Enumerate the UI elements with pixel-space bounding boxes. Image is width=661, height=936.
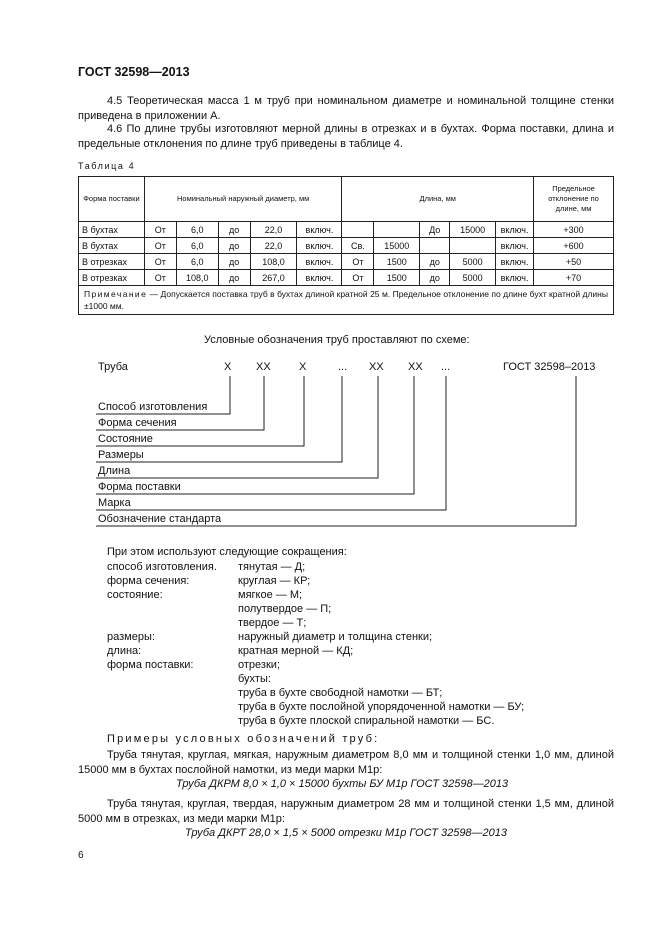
scheme-code-sizes: ... (338, 361, 348, 373)
abbrev-value: труба в бухте плоской спиральной намотки — БС. (238, 715, 495, 727)
cell-d-max: 22,0 (250, 222, 297, 238)
scheme-label-state: Состояние (98, 433, 153, 445)
cell-d-min: 108,0 (176, 270, 218, 286)
abbrev-value: бухты: (238, 673, 271, 685)
abbrev-value: круглая — КР; (238, 575, 311, 587)
abbrev-value: отрезки; (238, 659, 280, 671)
abbrev-term: способ изготовления. (107, 561, 217, 573)
cell-l-to: до (420, 254, 450, 270)
scheme-word: Труба (98, 361, 128, 373)
header-deviation: Предельное отклонение по длине, мм (534, 177, 614, 222)
abbrev-value: мягкое — М; (238, 589, 303, 601)
cell-d-from: От (144, 270, 176, 286)
abbrev-term: форма сечения: (107, 575, 190, 587)
abbrev-value: полутвердое — П; (238, 603, 332, 615)
cell-d-min: 6,0 (176, 222, 218, 238)
header-diameter: Номинальный наружный диаметр, мм (144, 177, 342, 222)
cell-l-incl: включ. (496, 270, 534, 286)
abbrev-term: состояние: (107, 589, 163, 601)
abbrev-value: наружный диаметр и толщина стенки; (238, 631, 433, 643)
header-form: Форма поставки (79, 177, 145, 222)
cell-d-to: до (218, 238, 250, 254)
cell-l-incl: включ. (496, 254, 534, 270)
scheme-code-delivery: XX (408, 361, 423, 373)
scheme-label-method: Способ изготовления (98, 401, 208, 413)
scheme-code-standard: ГОСТ 32598–2013 (503, 361, 596, 373)
cell-l-to: до (420, 270, 450, 286)
cell-dev: +600 (534, 238, 614, 254)
example-1-text: Труба тянутая, круглая, мягкая, наружным диаметром 8,0 мм и толщиной стенки 1,0 мм, длиной 15000 мм в бухтах послойной намотки, из меди марки М1р: (78, 749, 614, 776)
scheme-code-grade: ... (441, 361, 451, 373)
scheme-code-length: XX (369, 361, 384, 373)
cell-d-incl: включ. (297, 238, 342, 254)
abbrev-value: труба в бухте свободной намотки — БТ; (238, 687, 443, 699)
cell-l-min: 1500 (374, 254, 420, 270)
cell-dev: +70 (534, 270, 614, 286)
cell-d-to: до (218, 254, 250, 270)
cell-d-max: 22,0 (250, 238, 297, 254)
scheme-code-method: X (224, 361, 232, 373)
scheme-intro: Условные обозначения труб проставляют по схеме: (204, 334, 470, 346)
scheme-label-length: Длина (98, 465, 131, 477)
cell-d-from: От (144, 238, 176, 254)
cell-d-to: до (218, 270, 250, 286)
scheme-label-section: Форма сечения (98, 417, 177, 429)
scheme-label-delivery: Форма поставки (98, 481, 181, 493)
cell-l-max: 5000 (450, 254, 496, 270)
cell-l-max: 15000 (450, 222, 496, 238)
abbrev-term: размеры: (107, 631, 155, 643)
abbrev-intro: При этом используют следующие сокращения: (107, 546, 347, 558)
cell-l-from: От (342, 254, 374, 270)
example-2-text: Труба тянутая, круглая, твердая, наружным диаметром 28 мм и толщиной стенки 1,5 мм, длиной 5000 мм в отрезках, из меди марки М1р: (78, 798, 614, 825)
abbrev-term: длина: (107, 645, 142, 657)
cell-d-from: От (144, 254, 176, 270)
abbrev-value: кратная мерной — КД; (238, 645, 354, 657)
cell-d-min: 6,0 (176, 254, 218, 270)
cell-d-incl: включ. (297, 270, 342, 286)
cell-l-max: 5000 (450, 270, 496, 286)
examples-title: Примеры условных обозначений труб: (107, 733, 380, 745)
cell-form: В отрезках (79, 270, 145, 286)
cell-l-to: До (420, 222, 450, 238)
example-2-code: Труба ДКРТ 28,0 × 1,5 × 5000 отрезки М1р ГОСТ 32598—2013 (185, 827, 508, 839)
cell-dev: +50 (534, 254, 614, 270)
abbrev-term: форма поставки: (107, 659, 194, 671)
cell-l-from: От (342, 270, 374, 286)
cell-form: В бухтах (79, 222, 145, 238)
scheme-label-grade: Марка (98, 497, 131, 509)
cell-d-max: 108,0 (250, 254, 297, 270)
cell-l-incl: включ. (496, 222, 534, 238)
table-caption: Таблица 4 (78, 161, 136, 171)
table-note: Примечание — Допускается поставка труб в бухтах длиной кратной 25 м. Предельное отклонение по длине бухт кратной длины ±1000 мм. (79, 286, 614, 315)
scheme-label-sizes: Размеры (98, 449, 144, 461)
cell-d-incl: включ. (297, 254, 342, 270)
cell-d-from: От (144, 222, 176, 238)
example-1-code: Труба ДКРМ 8,0 × 1,0 × 15000 бухты БУ М1р ГОСТ 32598—2013 (176, 778, 509, 790)
paragraph-4-5: 4.5 Теоретическая масса 1 м труб при номинальном диаметре и номинальной толщине стенки приведена в приложении А. (78, 95, 614, 122)
cell-l-min: 15000 (374, 238, 420, 254)
scheme-code-state: X (299, 361, 307, 373)
scheme-code-section: XX (256, 361, 271, 373)
paragraph-4-6: 4.6 По длине трубы изготовляют мерной длины в отрезках и в бухтах. Форма поставки, длина и предельные отклонения по длине труб приведены в таблице 4. (78, 123, 614, 150)
header-length: Длина, мм (342, 177, 534, 222)
cell-l-min: 1500 (374, 270, 420, 286)
abbrev-value: твердое — Т; (238, 617, 307, 629)
abbrev-value: труба в бухте послойной упорядоченной намотки — БУ; (238, 701, 525, 713)
cell-form: В отрезках (79, 254, 145, 270)
cell-d-incl: включ. (297, 222, 342, 238)
cell-form: В бухтах (79, 238, 145, 254)
document-header: ГОСТ 32598—2013 (78, 65, 190, 79)
abbrev-value: тянутая — Д; (238, 561, 306, 573)
cell-l-from: Св. (342, 238, 374, 254)
cell-d-min: 6,0 (176, 238, 218, 254)
cell-l-incl: включ. (496, 238, 534, 254)
cell-d-max: 267,0 (250, 270, 297, 286)
cell-d-to: до (218, 222, 250, 238)
scheme-label-standard: Обозначение стандарта (98, 513, 222, 525)
page-number: 6 (78, 850, 84, 861)
cell-dev: +300 (534, 222, 614, 238)
